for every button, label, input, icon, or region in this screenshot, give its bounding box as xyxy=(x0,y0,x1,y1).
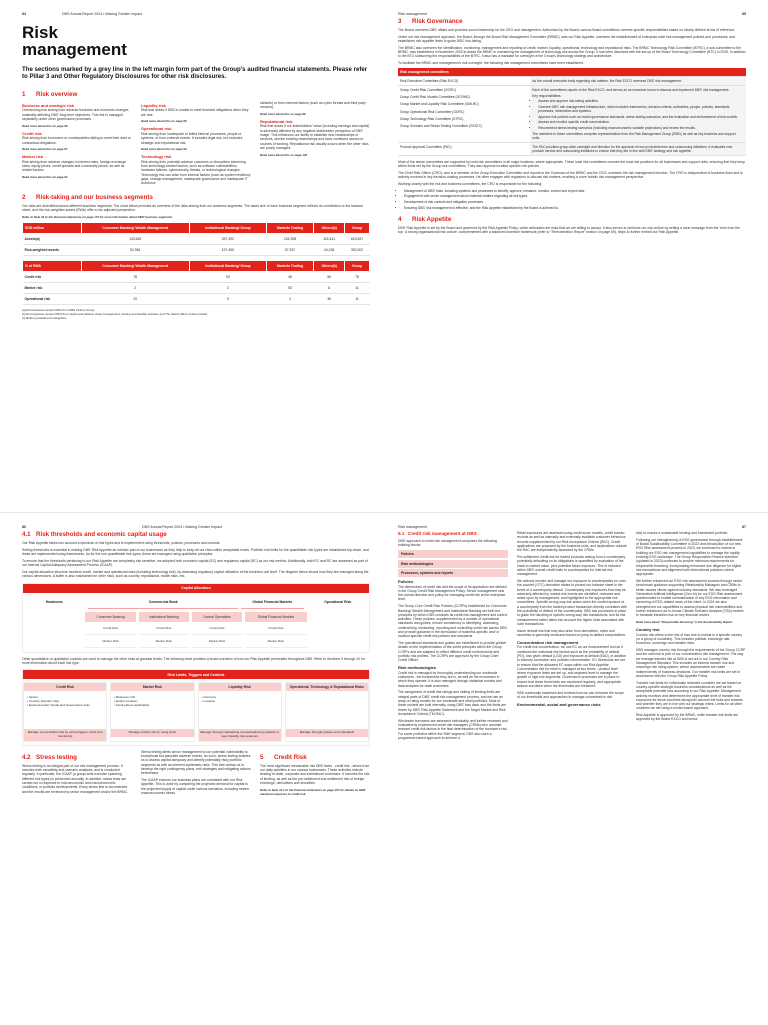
risk-type-body: Risk arising from potential adverse outcomes or disruptions stemming from technology-related factors, such as software vulnerabilities, hardware failures, cybersecurity threats, or technological changes. Technology risk can arise from internal factors (such as system resiliency gaps, change management, inadequate governance and inadequate IT workforce xyxy=(141,159,251,186)
page-header xyxy=(22,513,370,531)
segments-table xyxy=(22,222,370,305)
paragraph: DBS' Risk Appetite is set by the Board and governed by the Risk Appetite Policy, which articulates the risks that we are willing to accept. It also serves to reinforce our risk culture by setting a clear message from the 'tone from the top'. A strong organisational risk culture, complemented with a balanced incentive framework (refer to "Remuneration Report" section on page 69), helps to further embed our Risk Appetite. xyxy=(398,225,740,235)
diagram-node: Institutional Banking xyxy=(139,612,189,622)
table-row: Risk-weighted assets 52,954 197,455 57,357 44,236 352,002 xyxy=(23,245,370,256)
paragraph: Pre-settlement credit risk for traded products arising from a counterparty potentially defaulting on its obligations is quantified by evaluation of the mark-to-market value, plus potential future exposure. This is included within DBS' overall credit limits to counterparties for internal risk management. xyxy=(517,554,626,577)
risk-type-title: Business and strategic risk xyxy=(22,102,75,108)
responsibilities-list: • Assess and approve risk-taking activities. • Oversee DBS' risk management infrastructure, which includes frameworks, decision criteria, authorities, people, policies, standards, processes, information and systems. • Approve risk policies such as model governance standards, stress testing scenarios, and the evaluation and endorsement of risk models. • Assess and monitor specific credit concentration. • Recommend stress testing scenarios (including macroeconomic variable projections) and review the results. xyxy=(532,99,744,130)
paragraph: DBS' approach to credit risk management comprises the following building blocks: xyxy=(398,539,497,548)
limit-column-liquidity: Liquidity Risk • Currency • Location Manage through maintaining counterbalancing capacity to meet liquidity risk exposure xyxy=(198,682,282,742)
diagram-node: Central Operations xyxy=(192,612,242,622)
table-row: Operational risk 20 5 2 36 11 xyxy=(23,294,370,305)
table-header-row: % of RWA Consumer Banking/ Wealth Management Institutional Banking/ Group Markets Trading Others(b) Group xyxy=(23,261,370,272)
building-block: Processes, systems and reports xyxy=(398,569,508,577)
page-title: Risk management xyxy=(22,23,127,59)
read-more-link[interactable]: Read more about this on page 85 xyxy=(22,123,68,128)
cro-responsibilities: • Management of DBS' risks, including systems and processes to identify, approve, measure, monitor, control and report risks. • Engagement with senior management about material matters regarding all risk types. • Development of risk controls and mitigation processes. • Ensuring DBS' risk management is effective, and the Risk Appetite established by the Board is adhered to. xyxy=(398,189,746,210)
running-title: Risk management xyxy=(398,525,427,529)
read-more-link[interactable]: Read more about this on page 92 xyxy=(22,175,68,180)
page-84 xyxy=(0,0,384,512)
diagram-node: Commercial Book xyxy=(88,596,238,609)
risk-type-body: Overarching risk arising from adverse business and economic changes materially affecting DBS' long-term objectives. This risk is managed separately under other governance processes. xyxy=(22,108,129,121)
page-header xyxy=(398,513,746,531)
risk-type-title: Credit risk xyxy=(22,130,42,136)
paragraph: Wholesale borrowers are assessed individually, and further reviewed and evaluated by experienced credit risk managers (CRMs) who consider relevant credit risk factors in the final determination of the borrower's risk. For some portfolios within the SME segment, DBS also uses a programme-based approach to achieve a xyxy=(398,718,508,740)
paragraph: Most of the above committees are supported by local risk committees in all major locations, where appropriate. These local risk committees oversee the local risk positions for all businesses and support units, ensuring that they keep within limits set by the Group risk committees. They also approve location-specific risk policies. xyxy=(398,159,745,169)
table-row: Group Credit Risk Committee (GCRC) Group Credit Risk Models Committee (GCRMC) Group Market and Liquidity Risk Committee (GMLRC) Group Operational Risk Committee (GORC) Group Technology Risk Committee (GTRC) Group Scenario and Stress Testing Committee (GSSTC) Each of the committees reports to the Risk EXCO, and serves as an executive forum to discuss and implement DBS' risk management. Key responsibilities: • Assess and approve risk-taking activities. • Oversee DBS' risk management infrastructure, which includes frameworks, decision criteria, authorities, people, policies, standards, processes, information and systems. • Approve risk policies such as model governance standards, stress testing scenarios, and the evaluation and endorsement of risk models. • Assess and monitor specific credit concentration. • Recommend stress testing scenarios (including macroeconomic variable projections) and review the results. The members in these committees comprise representatives from the Risk Management Group (RMG) as well as key business and support units. xyxy=(398,86,746,142)
paragraph: Transfer risk limits for individually reviewed countries are set based on country-specific strategic business considerations as well as the acceptable potential loss according to our Risk Appetite. Management actively monitors and determines the appropriate level of transfer risk exposures for these countries taking into account the risks and rewards and whether they are in line with our strategic intent. Limits for all other countries we set using a model-based approach. xyxy=(636,680,743,711)
paragraph: Under our risk management approach, the Board, through the Board Risk Management Committee (BRMC), sets our Risk Appetite, oversees the establishment of enterprise-wide risk management policies and processes, and establishes risk appetite limits to guide DBS' risk-taking. xyxy=(398,34,735,44)
section-heading-stress-testing: 4.2 Stress testing xyxy=(22,753,77,761)
table-row: Assets(a) 133,626 337,392 234,398 115,431 820,847 xyxy=(23,234,370,245)
read-more-link[interactable]: Read more about "Responsible financing" in the Sustainability Report. xyxy=(636,620,734,625)
read-more-link[interactable]: Refer to Note 41.1 to the financial statements on page 167 for details on DBS' maximum exposure to credit risk. xyxy=(260,787,366,796)
paragraph: The ICAAP ensures our business plans are consistent with our Risk Appetite. This is done by comparing the projected demand for capital to the projected supply of capital under various scenarios, including severe macroeconomic stress. xyxy=(141,778,250,795)
paragraph: The Board oversees DBS' affairs and provides sound leadership for the CEO and management. Authorised by the Board, various Board committees oversee specific responsibilities based on clearly defined terms of reference. xyxy=(398,28,736,32)
paragraph: Stress testing alerts senior management to our potential vulnerability to exceptional but plausible adverse events. As such, stress testing enables us to assess capital adequacy and identify potentially risky portfolio segments as well as inherent systematic risks. This then allows us to develop the right contingency plans, exit strategies and mitigating actions beforehand. xyxy=(141,749,251,776)
risk-type-title: Market risk xyxy=(22,154,44,160)
spread-top xyxy=(0,0,768,512)
overview-col-1 xyxy=(22,101,132,188)
diagram-node: Operational Risk xyxy=(324,599,352,604)
overview-col-2 xyxy=(141,101,251,188)
lead-paragraph: The sections marked by a grey line in the left margin form part of the Group's audited financial statements. Please refer to Pillar 3 and Other Regulatory Disclosures for other risk disclosures. xyxy=(22,66,368,81)
paragraph: Our Risk Appetite takes into account a spectrum of risk types and is implemented using thresholds, policies, processes and controls. xyxy=(22,541,221,545)
risk-type-body: Risk that arises if our stakeholders' value (including earnings and capital) is adversely affected by any negative stakeholder perception of DBS' image. This influences our ability to establish new relationships or services, service existing relationships and have continued access to sources of funding. Reputational risk usually occurs when the other risks are poorly managed. xyxy=(260,124,370,150)
running-title: Risk management xyxy=(398,12,427,16)
spread-bottom xyxy=(0,512,768,1025)
section-heading-thresholds: 4.1 Risk thresholds and economic capital usage xyxy=(22,531,167,538)
building-block: Risk methodologies xyxy=(398,560,508,568)
diagram-title: Risk Limits, Triggers and Controls xyxy=(23,670,369,679)
section-heading-risk-overview: 1 Risk overview xyxy=(22,90,78,98)
risk-type-body: Risk arising from inadequate or failed internal processes, people or systems, or from external events. It includes legal risk, but excludes strategic and reputational risk. xyxy=(141,131,243,145)
risk-type-title: Reputational risk xyxy=(260,118,293,124)
limit-column-credit: Credit Risk • Sector • Country (transfer risk) • Environmental, Social and Governance risks Manage concentration risk by using triggers, limits and monitoring xyxy=(23,682,107,742)
committees-table xyxy=(398,68,746,156)
page-85 xyxy=(384,0,768,512)
subheading: Policies xyxy=(398,579,414,585)
page-number: 86 xyxy=(22,525,26,529)
limit-column-market: Market Risk • Business Unit • Entity/ Location • Desk (where applicable) Manage market risk by using limits xyxy=(110,682,194,742)
paragraph: Retail exposures are assessed using credit score models, credit bureau records as well as internally and externally available customer behaviour records supplemented by our Risk Acceptance Criteria (RAC). Credit applications are proposed by the business units, and applications outside the RAC are independently assessed by the CRMs. xyxy=(517,531,627,553)
risk-type-body: Risk that arises if DBS is unable to meet financial obligations when they are due. xyxy=(141,108,249,117)
table-header-row: SGD million Consumer Banking/ Wealth Management Institutional Banking/ Group Markets Trading Others(b) Group xyxy=(23,223,370,234)
subheading: Environmental, social and governance risks xyxy=(517,701,601,707)
paragraph: Country risk refers to the risk of loss due to events in a specific country (or a group of countries). This includes political, exchange rate, economic, sovereign and transfer risks. xyxy=(636,632,743,646)
paragraph: Other quantitative or qualitative controls are used to manage the other risks at granular levels. The following chart provides a broad overview of how our Risk Appetite permeates throughout DBS. Refer to Sections 5 through 10 for more information about each risk type. xyxy=(22,656,365,665)
read-more-link[interactable]: Read more about this on page 99 xyxy=(141,147,187,152)
risk-type-title: Operational risk xyxy=(141,126,172,132)
paragraph: The most significant measurable risk DBS faces - credit risk - arises from our daily activities in our various businesses. These activities include lending to retail, corporate and institutional customers. It includes the risk of lending, as well as the pre-settlement and settlement risk of foreign exchange, derivatives and securities. xyxy=(260,763,370,785)
subheading: Concentration risk management xyxy=(517,639,579,645)
page-number: 87 xyxy=(742,525,746,529)
paragraph: Working closely with the risk and business committees, the CRO is responsible for the following: xyxy=(398,182,543,187)
credit-columns xyxy=(398,531,746,743)
paragraph: The operational standards and guides are established to provide greater details on the implementation of the credit principles within the Group CCRPs and are adapted to reflect different credit environments and portfolio risk profiles. The CCRPs are approved by the Group Chief Credit Officer. xyxy=(398,641,507,663)
stress-credit-columns xyxy=(22,750,370,799)
paragraph: The assignment of credit risk ratings and setting of lending limits are integral parts of DBS' credit risk management process, and we use an array of rating models for our wholesale and retail portfolios. Most of these models are built internally, using DBS' loss data, and the limits are driven by DBS' Risk Appetite Statement and the Target Market and Risk Acceptance Criteria (TM-RAC). xyxy=(398,690,507,716)
paragraph: To facilitate the BRMC and management's risk oversight, the following risk management committees have been established. xyxy=(398,61,584,66)
table-row: Market risk 2 2 53 8 11 xyxy=(23,283,370,294)
segments-note: Refer to Note 43 to the financial statements on page 174 for more information about DBS' business segments. xyxy=(22,215,173,220)
section-heading-credit-risk: 5 Credit Risk xyxy=(260,753,307,761)
page-number: 84 xyxy=(22,12,26,16)
paragraph: Stress testing is an integral part of our risk management process. It includes both sensitivity and scenario analyses, and is conducted regularly. In particular, the ICAAP (a group-wide exercise spanning different risk types) is performed annually. In addition, stress tests are carried out in response to microeconomic and macroeconomic conditions, or portfolio developments. Every stress test is documented and the results are reviewed by senior management and/or the BRMC. xyxy=(22,763,129,794)
table-row: Credit risk 78 93 45 56 78 xyxy=(23,272,370,283)
overview-col-3 xyxy=(260,101,370,188)
risk-type-title: Liquidity risk xyxy=(141,102,166,108)
section-heading-risk-governance: 3 Risk Governance xyxy=(398,18,463,25)
section-heading-risk-appetite: 4 Risk Appetite xyxy=(398,215,452,223)
diagram-node: Headroom xyxy=(45,599,63,604)
paragraph: To ensure that the thresholds pertaining to our Risk Appetite are completely risk sensitive, we adopted both economic capital (EC) and regulatory capital (RC) as our risk metrics. Additionally, both EC and RC are assessed as part of our Internal Capital Adequacy Assessment Process (ICAAP). xyxy=(22,558,368,568)
paragraph: Credit risk is managed by thoroughly understanding our wholesale customers - the businesses they are in, as well as the economies in which they operate. It is also managed through statistical models and data analytics for retail customers. xyxy=(398,670,502,688)
capital-allocation-diagram: Capital Allocation Headroom Commercial Book Global Financial Markets Operational Risk Consumer Banking Institutional Banking Central Operations Global Financial Markets Credit Risk Credit Risk Credit Risk Credit Risk Market Risk Market Risk Market Risk Market Risk xyxy=(22,583,370,653)
read-more-link[interactable]: Read more about this on page 100 xyxy=(260,152,308,157)
paragraph: risk) to ensure a sustainable lending and investment portfolio. xyxy=(636,531,729,535)
risk-type-body: Risk arising from adverse changes in interest rates, foreign exchange rates, equity prices, credit spreads and commodity prices, as well as related factors. xyxy=(22,159,127,173)
subheading: Country risk xyxy=(636,627,660,633)
paragraph: The Group Core Credit Risk Policies (CCRPs) established for Consumer Banking/ Wealth Management and Institutional Banking set forth the principles by which DBS conducts its credit risk management and control activities. These policies, supplemented by a number of operational standards and guides, ensure consistency in identifying, assessing, underwriting, measuring, reporting and controlling credit risk across DBS, and provide guidance in the formulation of business-specific and/ or location-specific credit risk policies and standards. xyxy=(398,604,508,639)
read-more-link[interactable]: Read more about this on page 87 xyxy=(22,147,68,152)
table-footnotes: (a) Encompasses assets/ RWA from DBS Vickers Group. (b) Encompasses assets/ RWA from capital and balance sheet management, funding and liquidity activities and The Islamic Bank of Asia Limited. (c) Before goodwill and intangibles. xyxy=(22,308,208,320)
paragraph: The BRMC also oversees the identification, monitoring, management and reporting of credit, market, liquidity, operational, technology and reputational risks. The BRMC Technology Risk Committee (BTRC), a sub-committee to the BRMC, was established in November 2023 to assist the BRMC in overseeing the management of technology risk across the Group. It has been dissolved with the set-up of the Board Technology Committee (BTC) in 2025. In addition to the BTC subsuming the responsibilities of the BTRC, it also has a mandate for oversight of the Group's technology strategy and architecture. xyxy=(398,45,746,59)
paragraph: Our capital allocation structure monitors credit, market and operational risks (including technology risk), by assessing regulatory capital utilisation at the business unit level. The diagram below shows how they are managed along the various dimensions. A buffer is also maintained for other risks, such as country, reputational, model risks, etc. xyxy=(22,569,369,579)
read-more-link[interactable]: Read more about this on page 95 xyxy=(141,119,187,124)
risk-type-title: Technology risk xyxy=(141,154,172,160)
table-header-row: Risk management committees xyxy=(398,68,746,77)
paragraph: Following our strengthening of ESG governance through establishment of Board Sustainability Committee in 2022 and introduction of our new ESG Risk assessment process in 2023, we continued to mature in building our ESG risk management capabilities to manage the rapidly evolving ESG landscape. The Group Responsible Finance standard (updated in 2023) continues to provide minimum requirements for responsible financing, incorporating enhanced due diligence for higher risk transactions and alignment with international practices where appropriate. xyxy=(636,537,743,577)
paragraph: For credit risk concentration, we use EC as our measurement tool as it combines the individual risk factors such as the probability of default (PD), loss given default (LGD) and exposure at default (EAD), in addition to industry correlation and portfolio concentration. EC thresholds are set to ensure that the allocated EC stays within our Risk Appetite. Concentration risk for retail is managed at two levels - product level where exposure limits are set up, and segment level to manage the growth of high-risk segments. Governance processes are in place to ensure that these thresholds are monitored regularly, and appropriate actions are taken when the thresholds are breached. xyxy=(517,645,627,688)
segments-body: Our risks are diversified across different business segments. The chart below provides an overview of the risks arising from our business segments. The asset size of each business segment reflects its contribution to the balance sheet, and the risk-weighted assets (RWA) offer a risk adjusted perspective. xyxy=(22,204,364,213)
table-row: Product Approval Committee (PAC) The PAC provides group-wide oversight and direction for the approval of new product/service and outsourcing initiatives. It evaluates new product/ service and outsourcing initiatives to ensure that they are in line with DBS' strategy and risk appetite. xyxy=(398,142,746,155)
table-row: Risk Executive Committee (Risk EXCO) As the overall executive body regarding risk matters, the Risk EXCO oversees DBS' risk management. xyxy=(398,77,746,86)
paragraph: We actively monitor and manage our exposure to counterparties for over-the-counter (OTC) derivative trades to protect our balance sheet in the event of a counterparty default. Counterparty risk exposures that may be adversely affected by market risk events are identified, reviewed and acted upon by management, and highlighted to the appropriate risk committees. Specific wrong-way risk arises when the credit exposure of a counterparty from the traded product transaction directly correlates with the probability of default of the counterparty. DBS has processes in place to guide the handling of specific wrong-way risk transactions, and its risk measurement metric takes into account the higher risks associated with such transactions. xyxy=(517,578,627,626)
limit-column-operational: Operational, Technology & Reputational Risks Manage through policies and standards xyxy=(285,682,369,742)
paragraph: DBS manages country risk through the requirements of the Group CCRP and the said risk is part of our concentration risk management. The way we manage transfer risk at DBS is set out in our Country Risk Management Standard. This includes an internal transfer risk and sovereign risk rating system, where assessments are made independently of business decisions. Our transfer risk limits are set in accordance with the Group Risk Appetite Policy. xyxy=(636,648,746,678)
paragraph: Setting thresholds is essential in making DBS' Risk Appetite an intrinsic part of our businesses as they help to keep all our risks within acceptable levels. Portfolio risk limits for the quantifiable risk types are established top-down, and these are implemented using frameworks. As for the non-quantifiable risk types, these are managed using qualitative principles. xyxy=(22,547,369,557)
risk-limits-diagram xyxy=(22,669,370,746)
paragraph: The Chief Risk Officer (CRO), who is a member of the Group Executive Committee and reports to the Chairman of the BRMC and the CEO, oversees the risk management function. The CRO is independent of business lines and is actively involved in key decision-making processes. He often engages with regulators to discuss risk matters, enabling a more holistic risk management perspective. xyxy=(398,170,743,180)
page-number: 85 xyxy=(742,12,746,16)
section-heading-business-segments: 2 Risk-taking and our business segments xyxy=(22,194,153,202)
paragraph: The dimensions of credit risk and the scope of its application are defined in the Group Credit Risk Management Policy. Senior management sets the overall direction and policy for managing credit risk at the enterprise level. xyxy=(398,584,507,602)
risk-overview-columns xyxy=(22,101,370,188)
paragraph: Issuer default risk that may also arise from derivatives, notes and securities is generally measured based on jump-to-default computations. xyxy=(517,628,626,638)
running-title: DBS Annual Report 2024 • Making Greater Impact xyxy=(142,525,222,529)
subheading: Risk methodologies xyxy=(398,665,437,671)
running-title: DBS Annual Report 2024 • Making Greater Impact xyxy=(62,12,142,16)
page-header xyxy=(22,0,370,18)
page-header xyxy=(398,0,746,18)
diagram-node: Global Financial Markets xyxy=(245,612,306,622)
paragraph: Risk Appetite is approved by the BRMC, while transfer risk limits are approved by the Board EXCO and senior xyxy=(636,713,739,722)
page-86 xyxy=(0,513,384,1025)
read-more-link[interactable]: Read more about this on page 99 xyxy=(260,111,306,116)
diagram-node: Consumer Banking xyxy=(85,612,135,622)
section-heading-credit-mgmt: 5.1 Credit risk management at DBS xyxy=(398,531,477,536)
paragraph: We further enhanced our ESG risk assessment process through sector benchmark guidance supporting Relationship Managers and CRMs to better assess clients against industry standards. We also leveraged Generative Artificial Intelligence (Gen AI) for our ESG Risk assessment questionnaire to enable summarisation of key ESG information and screening of ESG-related news of the client. In 2024 we also strengthened our capabilities to assess physical risk vulnerabilities and further enhanced our in-house Climate Scenario Analysis (CSA) models to translate transition risk on key financial drivers. xyxy=(636,578,744,618)
diagram-node: Global Financial Markets xyxy=(241,596,303,609)
risk-type-body: skillsets) or from external factors (such as cyber threats and third party vendors). xyxy=(260,100,366,110)
building-block: Policies xyxy=(398,550,508,558)
paragraph: DBS continually examines and reviews how we can enhance the scope of our thresholds and approaches to manage concentration risk. xyxy=(517,690,624,700)
diagram-title: Capital Allocation xyxy=(23,584,369,593)
page-87 xyxy=(384,513,768,1025)
risk-type-body: Risk arising from borrowers or counterparties failing to meet their debt or contractual obligations. xyxy=(22,136,131,145)
